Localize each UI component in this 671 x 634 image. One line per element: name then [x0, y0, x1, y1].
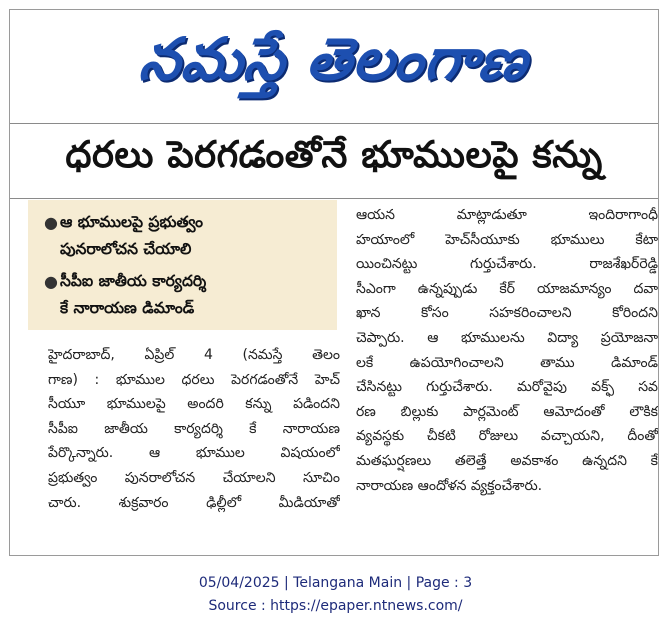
article-headline: ధరలు పెరగడంతోనే భూములపై కన్ను [65, 133, 603, 176]
bullet-icon: ● [44, 272, 58, 291]
highlight-item [44, 209, 327, 263]
article-left-column [48, 343, 340, 515]
text-line: మతఘర్షణలు తలెత్తే అవకాశం ఉన్నదని కే [356, 452, 658, 469]
text-line: చేసినట్టు గుర్తుచేశారు. మరోవైపు వక్ఫ్ సవ [356, 379, 658, 396]
text-line: ఖాన కోసం సహకరించాలని కోరిందని [356, 305, 658, 322]
masthead-divider [10, 123, 658, 124]
footer-source: Source : https://epaper.ntnews.com/ [208, 598, 463, 614]
footer-date-edition: 05/04/2025 | Telangana Main | Page : 3 [198, 575, 473, 591]
text-line: హైదరాబాద్, ఏప్రిల్ 4 (నమస్తే తెలం [48, 347, 340, 363]
highlight-line: సీపీఐ జాతీయ కార్యదర్శి [60, 272, 207, 290]
text-line: నారాయణ ఆందోళన వ్యక్తంచేశారు. [356, 477, 543, 494]
text-line: చారు. శుక్రవారం ఢిల్లీలో మీడియాతో [48, 494, 340, 511]
text-line: సీయూ భూములపై అందరి కన్ను పడిందని [48, 396, 340, 413]
text-line: చెప్పారు. ఆ భూములను విద్యా ప్రయోజనా [356, 329, 658, 346]
text-line: ఆయన మాట్లాడుతూ ఇందిరాగాంధీ [356, 207, 658, 223]
text-line: సీఎంగా ఉన్నప్పుడు కేర్ యాజమాన్యం దవా [356, 280, 658, 297]
text-line: పేర్కొన్నారు. ఆ భూముల విషయంలో [48, 445, 340, 462]
text-line: సీపీఐ జాతీయ కార్యదర్శి కే నారాయణ [48, 420, 340, 437]
masthead-title: నమస్తే తెలంగాణ [136, 25, 532, 93]
text-line: ప్రభుత్వం పునరాలోచన చేయాలని సూచిం [48, 469, 340, 486]
highlight-line: ఆ భూములపై ప్రభుత్వం [60, 213, 204, 231]
bullet-icon: ● [44, 213, 58, 232]
highlight-line: పునరాలోచన చేయాలి [60, 240, 192, 258]
text-line: హయాంలో హెచ్‌సీయూకు భూములు కేటా [356, 231, 658, 248]
text-line: లకే ఉపయోగించాలని తాము డిమాండ్ [356, 354, 658, 371]
highlights-box [28, 200, 337, 330]
text-line: యించినట్టు గుర్తుచేశారు. రాజశేఖర్‌రెడ్డి [356, 256, 658, 273]
headline-divider [10, 198, 658, 199]
article-right-column [356, 203, 658, 498]
text-line: గాణ) : భూముల ధరలు పెరగడంతోనే హెచ్ [48, 371, 340, 388]
highlight-item [44, 268, 327, 322]
masthead [10, 16, 658, 102]
text-line: వ్యవస్థకు చీకటి రోజులు వచ్చాయని, దీంతో [356, 428, 658, 445]
highlight-line: కే నారాయణ డిమాండ్ [60, 299, 195, 317]
text-line: రణ బిల్లుకు పార్లమెంట్ ఆమోదంతో లౌకిక [356, 403, 658, 420]
